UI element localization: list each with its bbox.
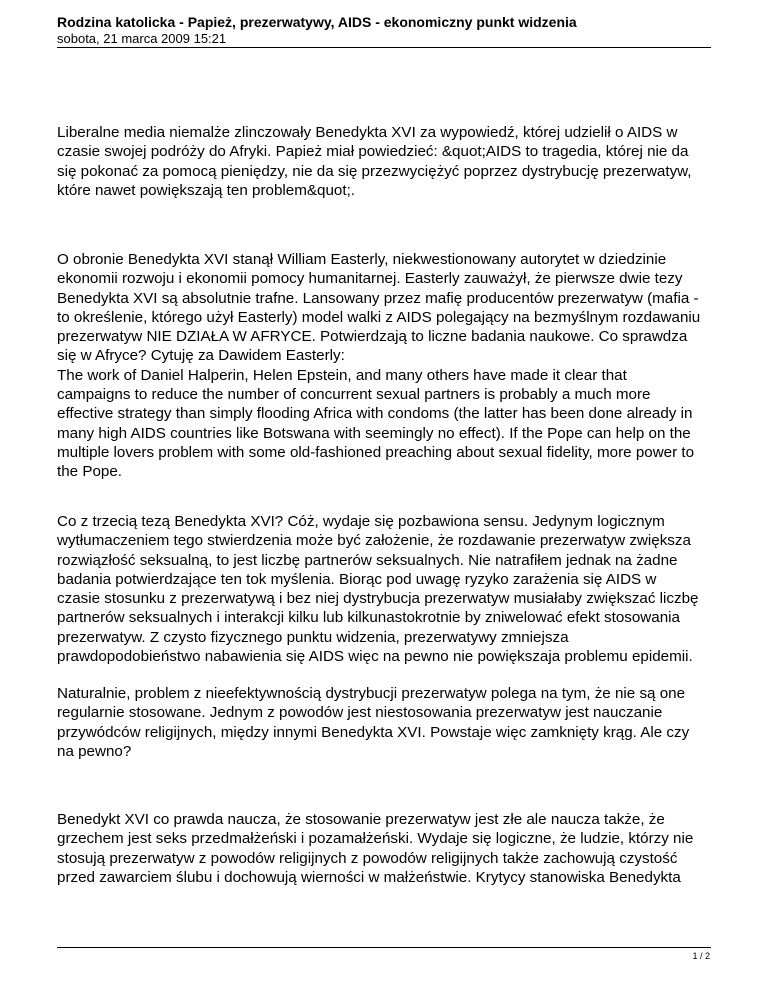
- document-title: Rodzina katolicka - Papież, prezerwatywy, AIDS - ekonomiczny punkt widzenia: [57, 14, 577, 30]
- paragraph-3: Co z trzecią tezą Benedykta XVI? Cóż, wydaje się pozbawiona sensu. Jedynym logicznym wytłumaczeniem tego stwierdzenia może być założenie, że rozdawanie prezerwatyw zwiększa rozwiązłość seksualną, to jest liczbę partnerów seksualnych. Nie natrafiłem jednak na żadne badania potwierdzające ten tok myślenia. Biorąc pod uwagę ryzyko zarażenia się AIDS w czasie stosunku z prezerwatywą i bez niej dystrybucja prezerwatyw musiałaby zwiększać liczbę partnerów seksualnych i interakcji kilku lub kilkunastokrotnie by zniwelować efekt stosowania prezerwatyw. Z czysto fizycznego punktu widzenia, prezerwatywy zmniejsza prawdopodobieństwo nabawienia się AIDS więc na pewno nie powiększaja problemu epidemii.: [57, 513, 699, 666]
- paragraph-4: Naturalnie, problem z nieefektywnością dystrybucji prezerwatyw polega na tym, że nie są one regularnie stosowane. Jednym z powodów jest niestosowania prezerwatyw jest nauczanie przywódców religijnych, między innymi Benedykta XVI. Powstaje więc zamknięty krąg. Ale czy na pewno?: [57, 685, 690, 760]
- header-divider: [57, 47, 711, 48]
- paragraph-2: O obronie Benedykta XVI stanął William Easterly, niekwestionowany autorytet w dziedzinie ekonomii rozwoju i ekonomii pomocy humanitarnej. Easterly zauważył, że pierwsze dwie tezy Benedykta XVI są absolutnie trafne. Lansowany przez mafię producentów prezerwatyw (mafia - to określenie, którego użył Easterly) model walki z AIDS polegający na bezmyślnym rozdawaniu prezerwatyw NIE DZIAŁA W AFRYCE. Potwierdzają to liczne badania naukowe. Co sprawdza się w Afryce? Cytuję za Dawidem Easterly: The work of Daniel Halperin, Helen Epstein, and many others have made it clear that campaigns to reduce the number of concurrent sexual partners is probably a much more effective strategy than simply flooding Africa with condoms (the latter has been done already in many high AIDS countries like Botswana with seemingly no effect). If the Pope can help on the multiple lovers problem with some old-fashioned preaching about sexual fidelity, more power to the Pope.: [57, 251, 701, 481]
- footer-divider: [57, 947, 711, 948]
- document-header: [57, 14, 711, 46]
- paragraph-1: Liberalne media niemalże zlinczowały Benedykta XVI za wypowiedź, której udzielił o AIDS w czasie swojej podróży do Afryki. Papież miał powiedzieć: &quot;AIDS to tragedia, której nie da się pokonać za pomocą pieniędzy, nie da się przezwyciężyć poprzez dystrybucję prezerwatyw, które nawet powiększają ten problem&quot;.: [57, 124, 692, 199]
- document-date: sobota, 21 marca 2009 15:21: [57, 31, 227, 46]
- paragraph-5: Benedykt XVI co prawda naucza, że stosowanie prezerwatyw jest złe ale naucza także, że grzechem jest seks przedmałżeński i pozamałżeński. Wydaje się logiczne, że ludzie, którzy nie stosują prezerwatyw z powodów religijnych z powodów religijnych także zachowują czystość przed zawarciem ślubu i dochowują wierności w małżeństwie. Krytycy stanowiska Benedykta: [57, 811, 694, 886]
- page-number: 1 / 2: [692, 951, 710, 961]
